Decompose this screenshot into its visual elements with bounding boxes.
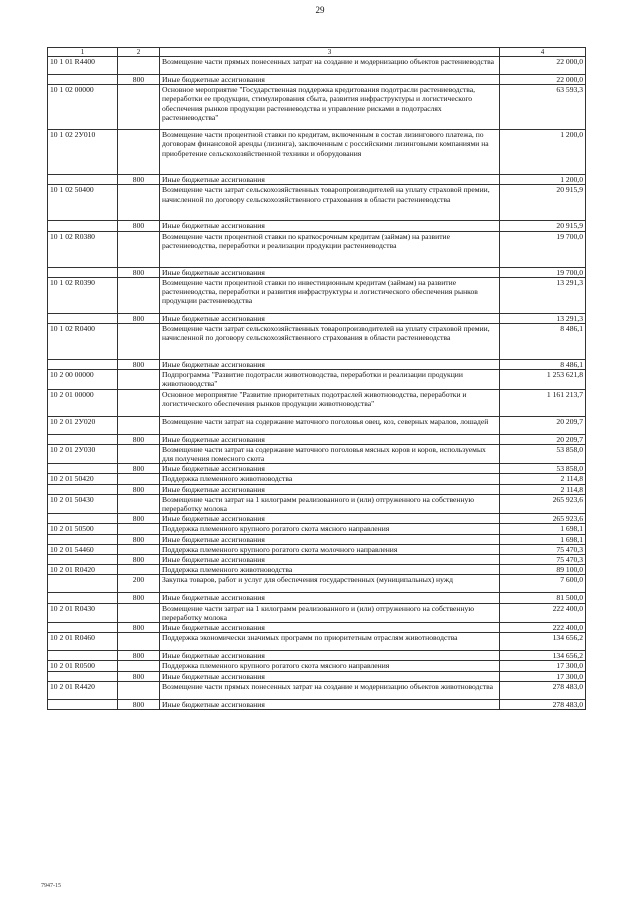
table-row bbox=[48, 474, 586, 484]
row-amount: 278 483,0 bbox=[500, 681, 586, 699]
row-expense-type bbox=[118, 130, 160, 175]
row-code bbox=[48, 514, 118, 524]
row-code: 10 2 01 R0460 bbox=[48, 633, 118, 651]
row-description: Возмещение части затрат сельскохозяйственных товаропроизводителей на уплату страховой премии, начисленной по договору сельскохозяйственного страхования в области растениеводства bbox=[160, 185, 500, 221]
column-header-text: 3 bbox=[160, 48, 500, 57]
table-row bbox=[48, 231, 586, 267]
table-row bbox=[48, 75, 586, 85]
row-amount: 20 915,9 bbox=[500, 221, 586, 231]
row-description: Возмещение части затрат на содержание маточного поголовья овец, коз, северных маралов, лошадей bbox=[160, 416, 500, 434]
table-row bbox=[48, 57, 586, 75]
row-code bbox=[48, 267, 118, 277]
row-code: 10 2 01 00000 bbox=[48, 389, 118, 416]
row-expense-type bbox=[118, 389, 160, 416]
table-row bbox=[48, 175, 586, 185]
row-description: Иные бюджетные ассигнования bbox=[160, 699, 500, 709]
row-amount: 13 291,3 bbox=[500, 313, 586, 323]
table-row bbox=[48, 514, 586, 524]
row-description: Иные бюджетные ассигнования bbox=[160, 484, 500, 494]
row-expense-type bbox=[118, 565, 160, 575]
row-code: 10 1 02 50400 bbox=[48, 185, 118, 221]
row-description: Иные бюджетные ассигнования bbox=[160, 534, 500, 544]
row-description: Поддержка племенного животноводства bbox=[160, 565, 500, 575]
row-code: 10 2 00 00000 bbox=[48, 370, 118, 389]
row-description: Иные бюджетные ассигнования bbox=[160, 555, 500, 565]
table-row bbox=[48, 603, 586, 622]
row-expense-type bbox=[118, 324, 160, 360]
row-code: 10 1 02 R0400 bbox=[48, 324, 118, 360]
row-description: Иные бюджетные ассигнования bbox=[160, 175, 500, 185]
row-expense-type bbox=[118, 185, 160, 221]
row-code bbox=[48, 699, 118, 709]
row-description: Иные бюджетные ассигнования bbox=[160, 75, 500, 85]
row-description: Возмещение части прямых понесенных затрат на создание и модернизацию объектов растениеводства bbox=[160, 57, 500, 75]
row-expense-type: 800 bbox=[118, 651, 160, 661]
row-expense-type: 800 bbox=[118, 534, 160, 544]
row-expense-type: 200 bbox=[118, 575, 160, 593]
row-amount: 19 700,0 bbox=[500, 231, 586, 267]
row-amount: 22 000,0 bbox=[500, 75, 586, 85]
row-description: Иные бюджетные ассигнования bbox=[160, 623, 500, 633]
row-code bbox=[48, 221, 118, 231]
row-description: Иные бюджетные ассигнования bbox=[160, 671, 500, 681]
row-description: Иные бюджетные ассигнования bbox=[160, 267, 500, 277]
row-description: Возмещение части процентной ставки по инвестиционным кредитам (займам) на развитие растениеводства, переработки и развития инфраструктуры и логистического обеспечения рынков продукции растениеводства bbox=[160, 277, 500, 313]
row-description: Иные бюджетные ассигнования bbox=[160, 221, 500, 231]
row-description: Поддержка племенного крупного рогатого скота мясного направления bbox=[160, 661, 500, 671]
row-amount: 63 593,3 bbox=[500, 85, 586, 130]
row-description: Иные бюджетные ассигнования bbox=[160, 651, 500, 661]
row-code bbox=[48, 360, 118, 370]
row-amount: 265 923,6 bbox=[500, 494, 586, 513]
row-code: 10 1 02 R0380 bbox=[48, 231, 118, 267]
table-row bbox=[48, 544, 586, 554]
row-description: Возмещение части процентной ставки по краткосрочным кредитам (займам) на развитие растениеводства, переработки и реализации продукции растениеводства bbox=[160, 231, 500, 267]
row-amount: 134 656,2 bbox=[500, 633, 586, 651]
row-code bbox=[48, 575, 118, 593]
row-description: Возмещение части процентной ставки по кредитам, включенным в состав лизингового платежа, по договорам финансовой аренды (лизинга), заключенным с российскими лизинговыми компаниями на приобретение сельскохозяйственной техники и оборудования bbox=[160, 130, 500, 175]
row-expense-type: 800 bbox=[118, 699, 160, 709]
row-expense-type: 800 bbox=[118, 175, 160, 185]
row-amount: 17 300,0 bbox=[500, 661, 586, 671]
row-amount: 81 500,0 bbox=[500, 593, 586, 603]
table-row bbox=[48, 360, 586, 370]
column-header-amount: 4 bbox=[500, 48, 586, 57]
row-code bbox=[48, 651, 118, 661]
table-row bbox=[48, 444, 586, 463]
row-expense-type: 800 bbox=[118, 464, 160, 474]
table-row bbox=[48, 313, 586, 323]
row-expense-type bbox=[118, 681, 160, 699]
row-amount: 13 291,3 bbox=[500, 277, 586, 313]
table-row bbox=[48, 221, 586, 231]
row-amount: 19 700,0 bbox=[500, 267, 586, 277]
row-description: Иные бюджетные ассигнования bbox=[160, 360, 500, 370]
row-amount: 20 209,7 bbox=[500, 434, 586, 444]
table-row bbox=[48, 494, 586, 513]
row-expense-type bbox=[118, 370, 160, 389]
row-amount: 22 000,0 bbox=[500, 57, 586, 75]
row-amount: 8 486,1 bbox=[500, 324, 586, 360]
row-amount: 75 470,3 bbox=[500, 544, 586, 554]
row-description: Возмещение части затрат сельскохозяйственных товаропроизводителей на уплату страховой премии, начисленной по договору сельскохозяйственного страхования в области растениеводства bbox=[160, 324, 500, 360]
row-code bbox=[48, 484, 118, 494]
table-row bbox=[48, 524, 586, 534]
row-description: Подпрограмма "Развитие подотрасли животноводства, переработки и реализации продукции животноводства" bbox=[160, 370, 500, 389]
row-amount: 17 300,0 bbox=[500, 671, 586, 681]
row-expense-type: 800 bbox=[118, 313, 160, 323]
table-row bbox=[48, 85, 586, 130]
table-row bbox=[48, 416, 586, 434]
row-description: Поддержка племенного крупного рогатого скота молочного направления bbox=[160, 544, 500, 554]
row-description: Основное мероприятие "Развитие приоритетных подотраслей животноводства, переработки и логистического обеспечения рынков продукции животноводства" bbox=[160, 389, 500, 416]
table-row bbox=[48, 267, 586, 277]
row-code bbox=[48, 434, 118, 444]
row-code bbox=[48, 313, 118, 323]
row-code: 10 2 01 2У020 bbox=[48, 416, 118, 434]
table-row bbox=[48, 370, 586, 389]
table-row bbox=[48, 185, 586, 221]
row-code: 10 2 01 50500 bbox=[48, 524, 118, 534]
row-expense-type: 800 bbox=[118, 555, 160, 565]
row-code bbox=[48, 593, 118, 603]
row-code bbox=[48, 671, 118, 681]
row-expense-type bbox=[118, 661, 160, 671]
row-code: 10 2 01 R0430 bbox=[48, 603, 118, 622]
row-expense-type bbox=[118, 57, 160, 75]
table-row bbox=[48, 555, 586, 565]
row-amount: 8 486,1 bbox=[500, 360, 586, 370]
row-code: 10 1 02 2У010 bbox=[48, 130, 118, 175]
table-body bbox=[48, 57, 586, 710]
table-row bbox=[48, 484, 586, 494]
table-row bbox=[48, 623, 586, 633]
row-description: Иные бюджетные ассигнования bbox=[160, 514, 500, 524]
row-code: 10 2 01 54460 bbox=[48, 544, 118, 554]
row-description: Иные бюджетные ассигнования bbox=[160, 464, 500, 474]
row-amount: 1 200,0 bbox=[500, 130, 586, 175]
budget-table bbox=[47, 47, 586, 710]
table-row bbox=[48, 651, 586, 661]
row-expense-type bbox=[118, 231, 160, 267]
row-amount: 134 656,2 bbox=[500, 651, 586, 661]
column-header-code: 1 bbox=[48, 48, 118, 57]
row-amount: 1 161 213,7 bbox=[500, 389, 586, 416]
table-row bbox=[48, 661, 586, 671]
table-row bbox=[48, 633, 586, 651]
row-expense-type bbox=[118, 524, 160, 534]
row-expense-type bbox=[118, 85, 160, 130]
row-expense-type bbox=[118, 633, 160, 651]
row-code: 10 1 02 00000 bbox=[48, 85, 118, 130]
table-row bbox=[48, 681, 586, 699]
row-code: 10 2 01 R0420 bbox=[48, 565, 118, 575]
row-code: 10 2 01 50430 bbox=[48, 494, 118, 513]
table-row bbox=[48, 324, 586, 360]
row-description: Поддержка племенного крупного рогатого скота мясного направления bbox=[160, 524, 500, 534]
row-amount: 222 400,0 bbox=[500, 623, 586, 633]
row-code bbox=[48, 175, 118, 185]
row-code bbox=[48, 464, 118, 474]
row-amount: 53 858,0 bbox=[500, 464, 586, 474]
row-code: 10 2 01 50420 bbox=[48, 474, 118, 484]
row-expense-type: 800 bbox=[118, 75, 160, 85]
row-description: Возмещение части затрат на 1 килограмм реализованного и (или) отгруженного на собственную переработку молока bbox=[160, 494, 500, 513]
row-expense-type: 800 bbox=[118, 434, 160, 444]
row-description: Иные бюджетные ассигнования bbox=[160, 593, 500, 603]
row-code bbox=[48, 555, 118, 565]
footer-mark: 7947-15 bbox=[41, 883, 61, 889]
row-amount: 20 915,9 bbox=[500, 185, 586, 221]
table-row bbox=[48, 464, 586, 474]
row-expense-type: 800 bbox=[118, 267, 160, 277]
table-row bbox=[48, 434, 586, 444]
row-description: Поддержка племенного животноводства bbox=[160, 474, 500, 484]
column-header-type: 2 bbox=[118, 48, 160, 57]
row-expense-type: 800 bbox=[118, 484, 160, 494]
row-description: Возмещение части затрат на 1 килограмм реализованного и (или) отгруженного на собственную переработку молока bbox=[160, 603, 500, 622]
row-description: Поддержка экономически значимых программ по приоритетным отраслям животноводства bbox=[160, 633, 500, 651]
row-amount: 2 114,8 bbox=[500, 474, 586, 484]
table-row bbox=[48, 130, 586, 175]
row-expense-type bbox=[118, 603, 160, 622]
row-code: 10 2 01 R0500 bbox=[48, 661, 118, 671]
row-amount: 1 698,1 bbox=[500, 534, 586, 544]
row-code: 10 1 01 R4400 bbox=[48, 57, 118, 75]
row-code: 10 2 01 R4420 bbox=[48, 681, 118, 699]
row-expense-type bbox=[118, 494, 160, 513]
row-amount: 1 200,0 bbox=[500, 175, 586, 185]
row-expense-type: 800 bbox=[118, 360, 160, 370]
table-row bbox=[48, 593, 586, 603]
row-expense-type: 800 bbox=[118, 221, 160, 231]
table-row bbox=[48, 277, 586, 313]
row-code bbox=[48, 75, 118, 85]
table-row bbox=[48, 671, 586, 681]
row-amount: 222 400,0 bbox=[500, 603, 586, 622]
table-row bbox=[48, 565, 586, 575]
row-expense-type: 800 bbox=[118, 514, 160, 524]
row-description: Основное мероприятие "Государственная поддержка кредитования подотрасли растениеводства, переработки ее продукции, стимулирования сбыта, развития инфраструктуры и логистического обеспечения рынков продукции растениеводства и управление рисками в подотраслях растениеводства" bbox=[160, 85, 500, 130]
row-expense-type bbox=[118, 444, 160, 463]
table-row bbox=[48, 389, 586, 416]
table-row bbox=[48, 699, 586, 709]
row-expense-type bbox=[118, 277, 160, 313]
row-description: Иные бюджетные ассигнования bbox=[160, 313, 500, 323]
table-row bbox=[48, 534, 586, 544]
table-row bbox=[48, 575, 586, 593]
row-code bbox=[48, 623, 118, 633]
row-code: 10 1 02 R0390 bbox=[48, 277, 118, 313]
row-amount: 89 100,0 bbox=[500, 565, 586, 575]
row-amount: 2 114,8 bbox=[500, 484, 586, 494]
row-amount: 1 698,1 bbox=[500, 524, 586, 534]
row-description: Возмещение части прямых понесенных затрат на создание и модернизацию объектов животноводства bbox=[160, 681, 500, 699]
row-expense-type: 800 bbox=[118, 593, 160, 603]
row-description: Возмещение части затрат на содержание маточного поголовья мясных коров и коров, используемых для получения помесного скота bbox=[160, 444, 500, 463]
row-description: Закупка товаров, работ и услуг для обеспечения государственных (муниципальных) нужд bbox=[160, 575, 500, 593]
row-amount: 7 600,0 bbox=[500, 575, 586, 593]
row-expense-type bbox=[118, 474, 160, 484]
table-header-row bbox=[48, 48, 586, 57]
row-amount: 20 209,7 bbox=[500, 416, 586, 434]
row-amount: 265 923,6 bbox=[500, 514, 586, 524]
row-expense-type bbox=[118, 416, 160, 434]
row-amount: 1 253 621,8 bbox=[500, 370, 586, 389]
row-expense-type bbox=[118, 544, 160, 554]
row-code bbox=[48, 534, 118, 544]
row-description: Иные бюджетные ассигнования bbox=[160, 434, 500, 444]
row-expense-type: 800 bbox=[118, 623, 160, 633]
row-amount: 53 858,0 bbox=[500, 444, 586, 463]
row-amount: 75 470,3 bbox=[500, 555, 586, 565]
row-code: 10 2 01 2У030 bbox=[48, 444, 118, 463]
row-expense-type: 800 bbox=[118, 671, 160, 681]
row-amount: 278 483,0 bbox=[500, 699, 586, 709]
page-number: 29 bbox=[315, 5, 325, 15]
